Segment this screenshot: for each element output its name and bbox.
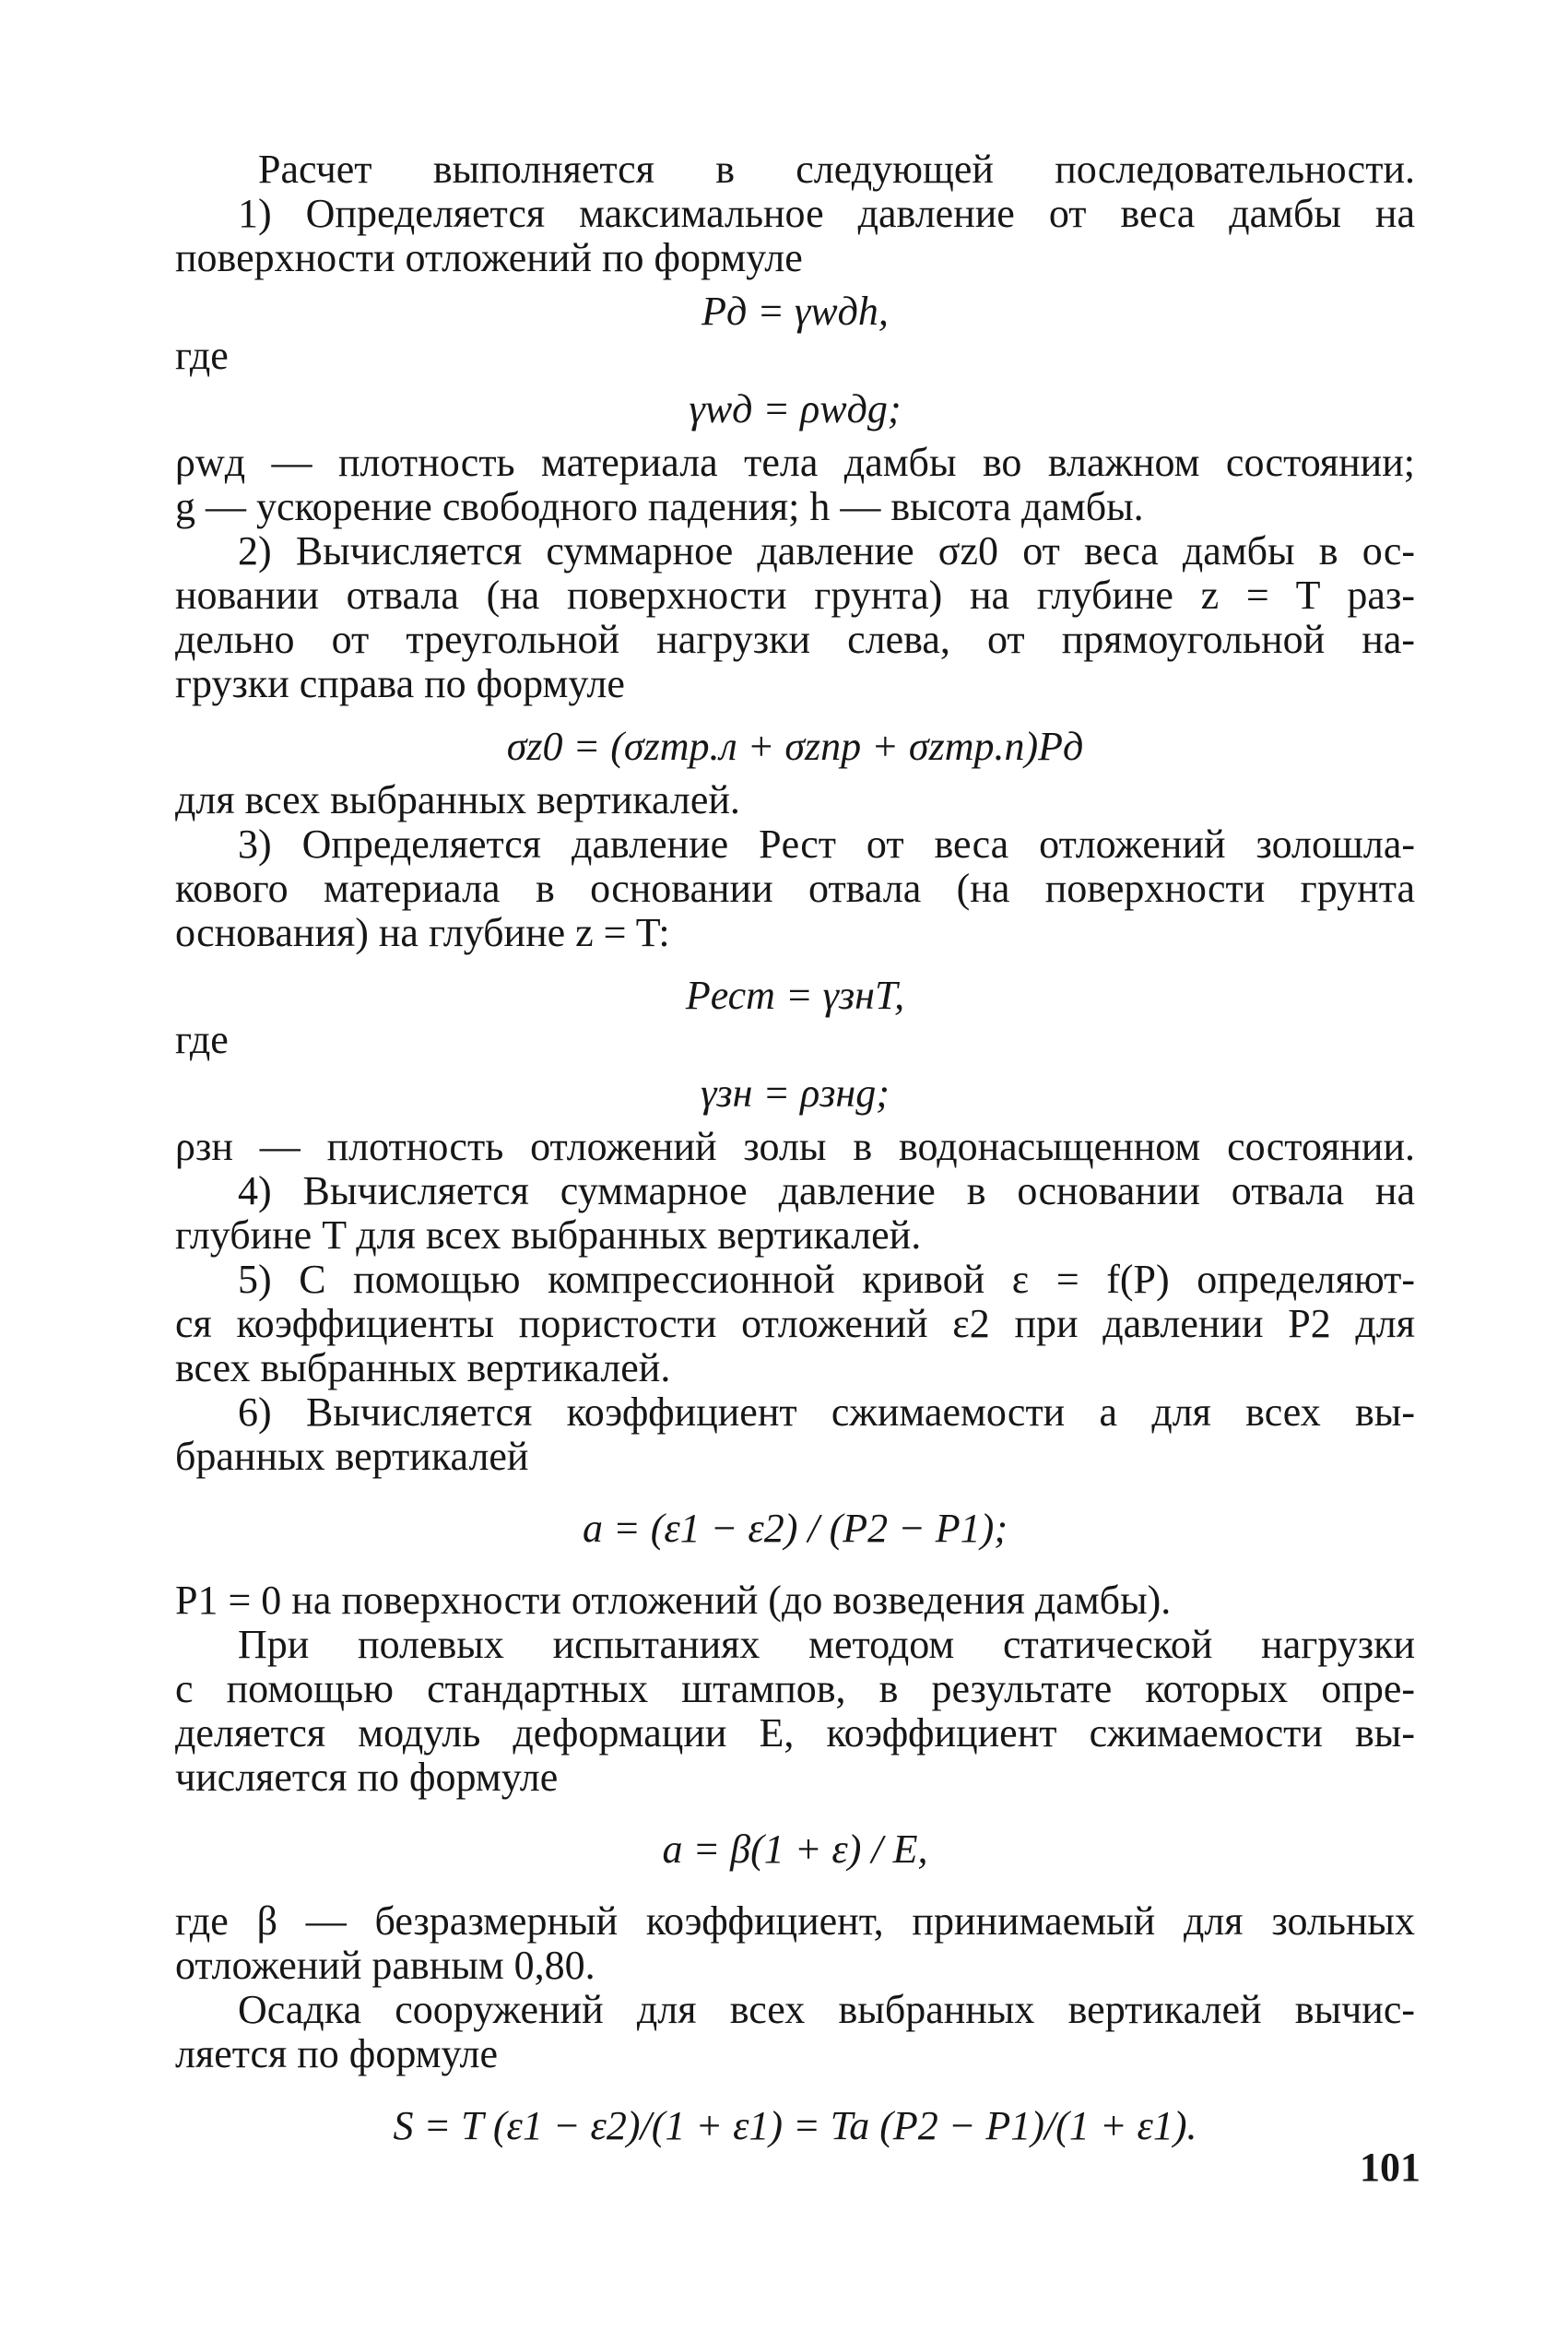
step-1-line-1: 1) Определяется максимальное давление от веса дамбы на <box>238 192 1415 236</box>
step-3-line-1: 3) Определяется давление Pест от веса отложений золошла- <box>238 822 1415 867</box>
settlement-line-2: ляется по формуле <box>175 2032 499 2076</box>
formula-natural-pressure: Pест = γзнT, <box>685 973 905 1018</box>
step-2-line-5: для всех выбранных вертикалей. <box>175 778 740 822</box>
field-test-line-3: деляется модуль деформации E, коэффициент сжимаемости вы- <box>175 1711 1415 1756</box>
definition-1-line-1: ρwд — плотность материала тела дамбы во влажном состоянии; <box>175 441 1415 485</box>
step-5-line-1: 5) С помощью компрессионной кривой ε = f(P) определяют- <box>238 1258 1415 1302</box>
step-2-line-4: грузки справа по формуле <box>175 662 625 706</box>
where-label-1: где <box>175 333 229 378</box>
beta-line-1: где β — безразмерный коэффициент, принимаемый для зольных <box>175 1899 1415 1944</box>
definition-2: ρзн — плотность отложений золы в водонасыщенном состоянии. <box>175 1125 1415 1169</box>
step-6-line-1: 6) Вычисляется коэффициент сжимаемости a для всех вы- <box>238 1390 1415 1435</box>
step-2-line-3: дельно от треугольной нагрузки слева, от прямоугольной на- <box>175 618 1415 662</box>
step-3-line-2: кового материала в основании отвала (на поверхности грунта <box>175 867 1415 911</box>
formula-total-stress: σz0 = (σzтр.л + σzпр + σzтр.п)Pд <box>506 724 1084 769</box>
beta-line-2: отложений равным 0,80. <box>175 1944 595 1988</box>
field-test-line-1: При полевых испытаниях методом статической нагрузки <box>238 1623 1415 1667</box>
step-2-line-2: новании отвала (на поверхности грунта) на глубине z = T раз- <box>175 573 1415 618</box>
p1-definition: P1 = 0 на поверхности отложений (до возведения дамбы). <box>175 1578 1172 1623</box>
step-5-line-3: всех выбранных вертикалей. <box>175 1346 671 1390</box>
settlement-line-1: Осадка сооружений для всех выбранных вертикалей вычис- <box>238 1988 1415 2032</box>
step-6-line-2: бранных вертикалей <box>175 1435 529 1479</box>
formula-ash-unit-weight: γзн = ρзнg; <box>701 1070 890 1116</box>
page-body <box>175 148 1415 2148</box>
step-2-line-1: 2) Вычисляется суммарное давление σz0 от веса дамбы в ос- <box>238 529 1415 573</box>
step-4-line-1: 4) Вычисляется суммарное давление в основании отвала на <box>238 1169 1415 1213</box>
step-3-line-3: основания) на глубине z = T: <box>175 911 670 955</box>
field-test-line-2: с помощью стандартных штампов, в результате которых опре- <box>175 1667 1415 1711</box>
field-test-line-4: числяется по формуле <box>175 1756 559 1800</box>
step-1-line-2: поверхности отложений по формуле <box>175 236 803 280</box>
where-label-2: где <box>175 1017 229 1062</box>
step-5-line-2: ся коэффициенты пористости отложений ε2 при давлении P2 для <box>175 1302 1415 1346</box>
formula-dam-unit-weight: γwд = ρwдg; <box>689 386 902 432</box>
step-4-line-2: глубине T для всех выбранных вертикалей. <box>175 1213 922 1258</box>
formula-settlement: S = T (ε1 − ε2)/(1 + ε1) = Ta (P2 − P1)/(1 + ε1). <box>393 2103 1197 2148</box>
definition-1-line-2: g — ускорение свободного падения; h — высота дамбы. <box>175 485 1144 529</box>
paragraph-intro: Расчет выполняется в следующей последовательности. <box>258 148 1415 192</box>
formula-compressibility-field: a = β(1 + ε) / E, <box>662 1827 928 1872</box>
formula-compressibility: a = (ε1 − ε2) / (P2 − P1); <box>583 1506 1008 1551</box>
page-number: 101 <box>1360 2145 1421 2190</box>
formula-dam-pressure: Pд = γwдh, <box>701 289 889 334</box>
